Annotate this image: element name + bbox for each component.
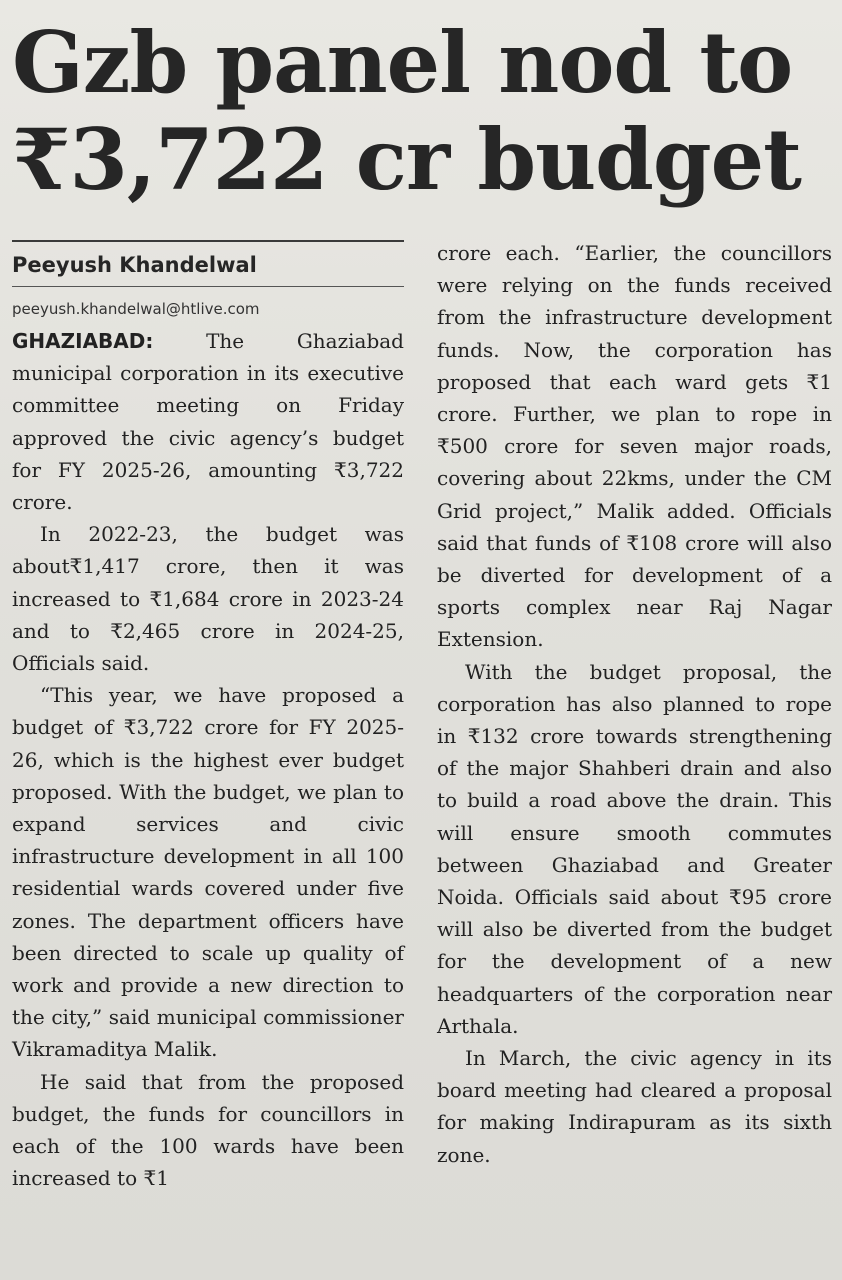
- article-body-left: [12, 325, 404, 1194]
- paragraph: With the budget proposal, the corporation has also planned to rope in ₹132 crore towards strengthening of the major Shahberi drain and also to build a road above the drain. This will ensure smooth commutes between Ghaziabad and Greater Noida. Officials said about ₹95 crore will also be diverted from the budget for the development of a new headquarters of the corporation near Arthala.: [437, 659, 832, 1038]
- paragraph: In 2022-23, the budget was about₹1,417 crore, then it was increased to ₹1,684 crore in 2023-24 and to ₹2,465 crore in 2024-25, Officials said.: [12, 522, 404, 676]
- headline-line-2: ₹3,722 cr budget: [12, 110, 801, 209]
- article-column-right: [437, 237, 832, 1171]
- paragraph: “This year, we have proposed a budget of ₹3,722 crore for FY 2025-26, which is the highest ever budget proposed. With the budget, we plan to expand services and civic infrastructure development in all 100 residential wards covered under five zones. The department officers have been directed to scale up quality of work and provide a new direction to the city,” said municipal commissioner Vikramaditya Malik.: [12, 683, 404, 1062]
- paragraph: crore each. “Earlier, the councillors were relying on the funds received from the infrastructure development funds. Now, the corporation has proposed that each ward gets ₹1 crore. Further, we plan to rope in ₹500 crore for seven major roads, covering about 22kms, under the CM Grid project,” Malik added. Officials said that funds of ₹108 crore will also be diverted for development of a sports complex near Raj Nagar Extension.: [437, 241, 832, 652]
- paragraph: In March, the civic agency in its board meeting had cleared a proposal for making Indirapuram as its sixth zone.: [437, 1046, 832, 1167]
- byline-bottom-rule: [12, 286, 404, 287]
- headline: [12, 14, 832, 208]
- article-column-left: [12, 240, 404, 1194]
- paragraph: [12, 325, 404, 518]
- article-body-right: [437, 237, 832, 1171]
- paragraph-text: The Ghaziabad municipal corporation in its executive committee meeting on Friday approved the civic agency’s budget for FY 2025-26, amounting ₹3,722 crore.: [12, 329, 404, 515]
- author-email: peeyush.khandelwal@htlive.com: [12, 300, 260, 318]
- paragraph: He said that from the proposed budget, the funds for councillors in each of the 100 wards have been increased to ₹1: [12, 1069, 404, 1191]
- byline-top-rule: [12, 240, 404, 242]
- headline-line-1: Gzb panel nod to: [12, 13, 793, 112]
- dateline: GHAZIABAD:: [12, 329, 154, 353]
- author-name: Peeyush Khandelwal: [12, 253, 257, 277]
